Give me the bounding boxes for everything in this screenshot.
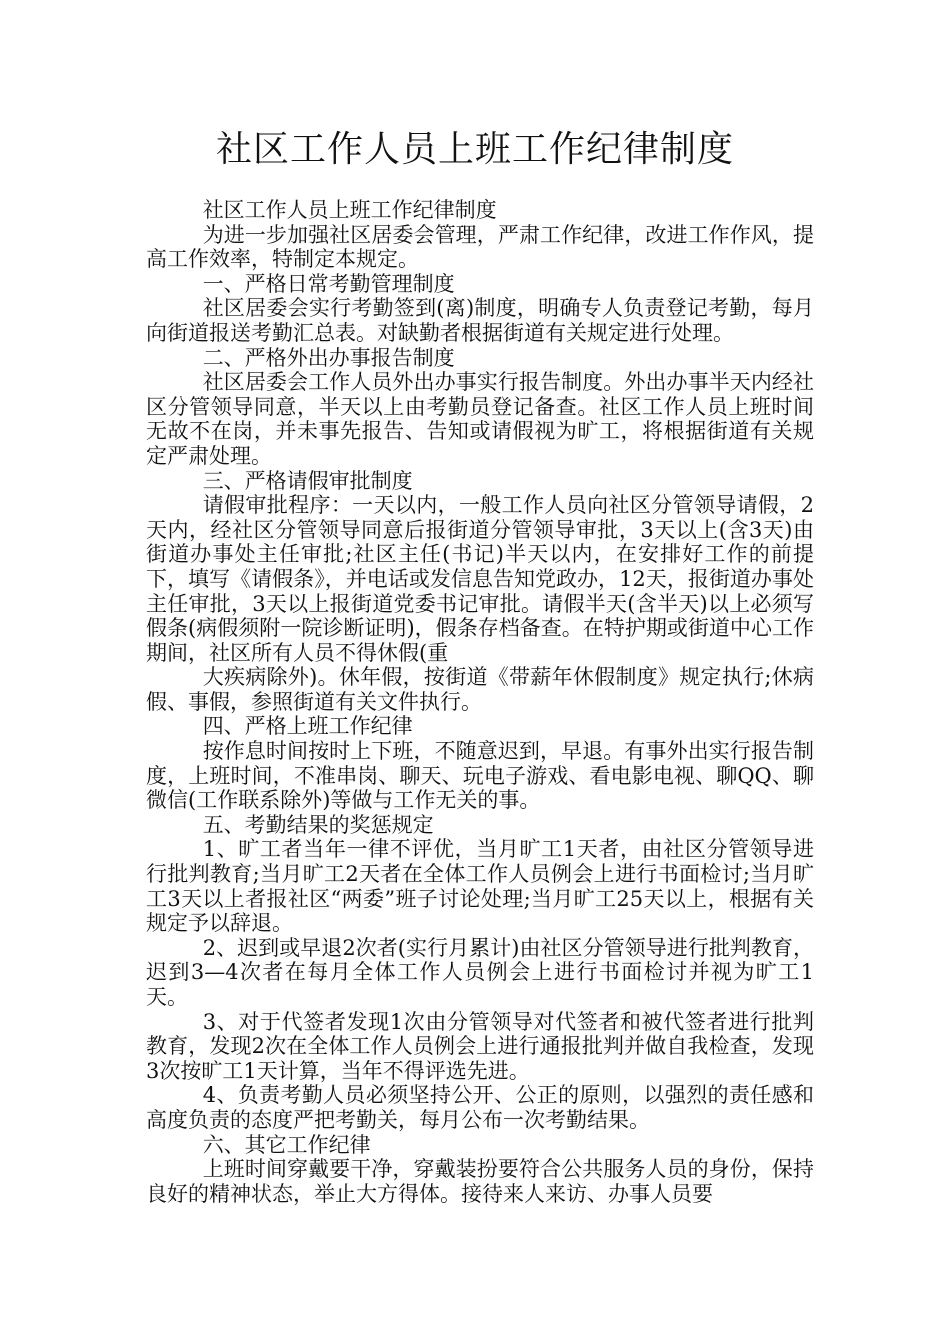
section-heading-3: 三、严格请假审批制度	[202, 468, 413, 493]
section-1-paragraph: 社区居委会实行考勤签到(离)制度，明确专人负责登记考勤，每月向街道报送考勤汇总表。对缺勤者根据街道有关规定进行处理。	[146, 296, 814, 345]
section-3-paragraph-continued: 大疾病除外)。休年假，按街道《带薪年休假制度》规定执行;休病假、事假，参照街道有关文件执行。	[146, 665, 814, 714]
section-5-item-2: 2、迟到或早退2次者(实行月累计)由社区分管领导进行批判教育，迟到3—4次者在每月全体工作人员例会上进行书面检讨并视为旷工1天。	[146, 935, 814, 1009]
document-title: 社区工作人员上班工作纪律制度	[215, 129, 734, 170]
document-body	[146, 198, 814, 1206]
intro-paragraph: 为进一步加强社区居委会管理，严肃工作纪律，改进工作作风，提高工作效率，特制定本规定。	[146, 222, 814, 272]
section-heading-2: 二、严格外出办事报告制度	[202, 345, 455, 370]
section-heading-1: 一、严格日常考勤管理制度	[202, 271, 455, 296]
section-2-paragraph: 社区居委会工作人员外出办事实行报告制度。外出办事半天内经社区分管领导同意，半天以上由考勤员登记备查。社区工作人员上班时间无故不在岗，并未事先报告、告知或请假视为旷工，将根据街道有关规定严肃处理。	[146, 370, 814, 468]
section-6-paragraph: 上班时间穿戴要干净，穿戴装扮要符合公共服务人员的身份，保持良好的精神状态，举止大方得体。接待来人来访、办事人员要	[146, 1157, 814, 1206]
subtitle-paragraph: 社区工作人员上班工作纪律制度	[202, 198, 497, 222]
section-heading-5: 五、考勤结果的奖惩规定	[202, 812, 434, 837]
section-5-item-1: 1、旷工者当年一律不评优，当月旷工1天者，由社区分管领导进行批判教育;当月旷工2天者在全体工作人员例会上进行书面检讨;当月旷工3天以上者报社区“两委”班子讨论处理;当月旷工25天以上，根据有关规定予以辞退。	[146, 837, 814, 936]
section-5-item-3: 3、对于代签者发现1次由分管领导对代签者和被代签者进行批判教育，发现2次在全体工作人员例会上进行通报批判并做自我检查，发现3次按旷工1天计算，当年不得评选先进。	[146, 1009, 814, 1083]
section-heading-6: 六、其它工作纪律	[202, 1132, 371, 1157]
section-5-item-4: 4、负责考勤人员必须坚持公开、公正的原则，以强烈的责任感和高度负责的态度严把考勤关，每月公布一次考勤结果。	[146, 1083, 814, 1132]
section-heading-4: 四、严格上班工作纪律	[202, 714, 413, 739]
section-4-paragraph: 按作息时间按时上下班，不随意迟到，早退。有事外出实行报告制度，上班时间，不准串岗、聊天、玩电子游戏、看电影电视、聊QQ、聊微信(工作联系除外)等做与工作无关的事。	[146, 739, 814, 813]
section-3-paragraph: 请假审批程序：一天以内，一般工作人员向社区分管领导请假，2天内，经社区分管领导同意后报街道分管领导审批，3天以上(含3天)由街道办事处主任审批;社区主任(书记)半天以内，在安排好工作的前提下，填写《请假条》，并电话或发信息告知党政办，12天，报街道办事处主任审批，3天以上报街道党委书记审批。请假半天(含半天)以上必须写假条(病假须附一院诊断证明)，假条存档备查。在特护期或街道中心工作期间，社区所有人员不得休假(重	[146, 493, 814, 665]
